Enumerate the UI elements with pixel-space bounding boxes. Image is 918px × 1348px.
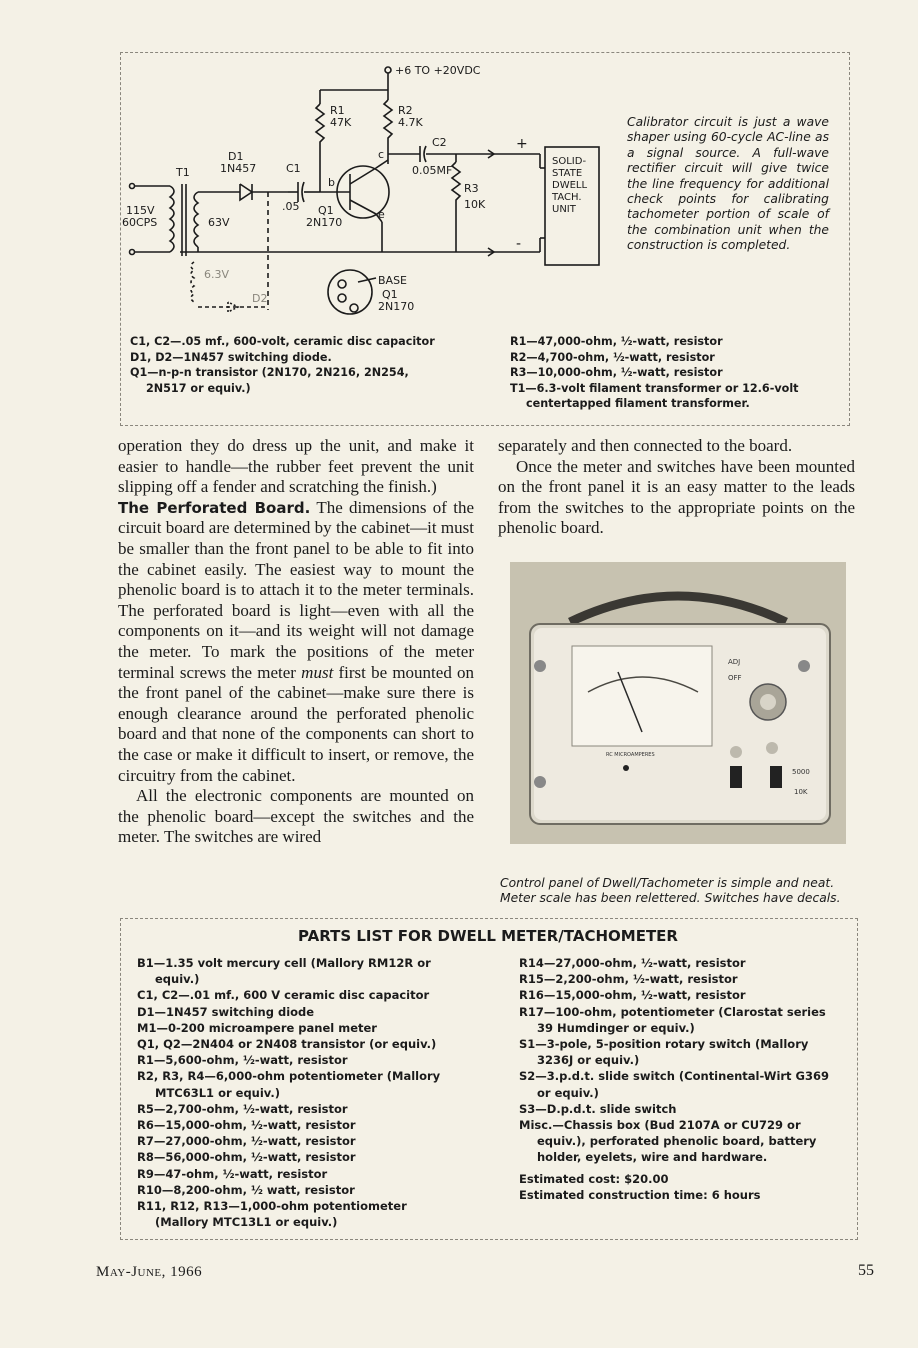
parts-item: R15—2,200-ohm, ½-watt, resistor (519, 972, 738, 987)
parts-list-right (519, 955, 841, 1203)
component-item: D1, D2—1N457 switching diode. (130, 350, 332, 364)
unit-line: DWELL (552, 180, 588, 191)
components-left (130, 334, 450, 396)
component-item: T1—6.3-volt filament transformer or 12.6-volt centertapped filament transformer. (510, 381, 799, 411)
paragraph: All the electronic components are mounted on the phenolic board—except the switches and the meter. The switches are wired (118, 786, 474, 847)
c1-label: C1 (286, 162, 301, 175)
component-item: R3—10,000-ohm, ½-watt, resistor (510, 366, 723, 380)
supply-label: +6 TO +20VDC (395, 64, 481, 77)
paragraph (118, 498, 474, 786)
q1-part: 2N170 (306, 216, 343, 229)
label-10k: 10K (794, 788, 808, 796)
off-label: OFF (728, 674, 742, 682)
emphasis: must (301, 662, 334, 682)
d1-label: D1 (228, 150, 244, 163)
paragraph: operation they do dress up the unit, and make it easier to handle—the rubber feet prevent the unit slipping off a fender and scratching the finish.) (118, 436, 474, 497)
r3-label: R3 (464, 182, 479, 195)
parts-item: R9—47-ohm, ½-watt, resistor (137, 1166, 328, 1181)
parts-item: D1—1N457 switching diode (137, 1004, 315, 1019)
c2-label: C2 (432, 136, 447, 149)
d2-label: D2 (252, 292, 268, 305)
parts-item: M1—0-200 microampere panel meter (137, 1020, 377, 1035)
t1-label: T1 (176, 166, 190, 179)
parts-item: R6—15,000-ohm, ½-watt, resistor (137, 1118, 356, 1133)
issue-date: May-June, 1966 (96, 1264, 203, 1280)
meter-photo (510, 562, 846, 844)
parts-item: B1—1.35 volt mercury cell (Mallory RM12R or equiv.) (137, 956, 431, 987)
pin-c: c (378, 148, 385, 161)
c2-value: 0.05MF (412, 164, 453, 177)
unit-line: STATE (552, 168, 583, 179)
base-q1: Q1 (382, 288, 398, 301)
d1-part: 1N457 (220, 162, 257, 175)
r2-label: R2 (398, 104, 413, 117)
q1-label: Q1 (318, 204, 334, 217)
parts-item: R1—5,600-ohm, ½-watt, resistor (137, 1053, 348, 1068)
schematic-caption: Calibrator circuit is just a wave shaper using 60-cycle AC-line as a signal source. A full-wave rectifier circuit will give twice the line frequency for additional check points for calibrating tachometer portion of scale of the combination unit when the construction is completed. (627, 115, 829, 253)
unit-line: UNIT (552, 204, 576, 215)
article-right-column (498, 436, 855, 539)
parts-item: R10—8,200-ohm, ½ watt, resistor (137, 1182, 355, 1197)
parts-item: R5—2,700-ohm, ½-watt, resistor (137, 1101, 348, 1116)
paragraph: Once the meter and switches have been mounted on the front panel it is an easy matter to the leads from the switches to the appropriate points on the phenolic board. (498, 456, 855, 538)
parts-item: R14—27,000-ohm, ½-watt, resistor (519, 956, 746, 970)
base-part: 2N170 (378, 300, 415, 313)
parts-list-left (137, 955, 459, 1230)
photo-caption: Control panel of Dwell/Tachometer is simple and neat. Meter scale has been relettered. Switches have decals. (500, 876, 841, 906)
secondary-voltage: 63V (208, 216, 230, 229)
base-label: BASE (378, 274, 408, 287)
article-left-column (118, 436, 474, 848)
components-right (510, 334, 835, 412)
pin-b: b (328, 176, 335, 189)
component-item: R2—4,700-ohm, ½-watt, resistor (510, 350, 715, 364)
r1-value: 47K (330, 116, 352, 129)
adj-label: ADJ (728, 658, 741, 666)
parts-item: R17—100-ohm, potentiometer (Clarostat series 39 Humdinger or equiv.) (519, 1004, 826, 1035)
mains-frequency: 60CPS (122, 216, 158, 229)
parts-item: R7—27,000-ohm, ½-watt, resistor (137, 1134, 356, 1149)
r1-label: R1 (330, 104, 345, 117)
parts-item: R16—15,000-ohm, ½-watt, resistor (519, 988, 746, 1003)
parts-item: R8—56,000-ohm, ½-watt, resistor (137, 1150, 356, 1165)
parts-item: S2—3.p.d.t. slide switch (Continental-Wirt G369 or equiv.) (519, 1069, 830, 1100)
pin-e: e (378, 208, 385, 221)
minus-terminal: - (516, 236, 522, 252)
r2-value: 4.7K (398, 116, 423, 129)
estimated-cost: Estimated cost: $20.00 (519, 1171, 669, 1186)
meter-brand-label: RC MICROAMPERES (606, 752, 655, 758)
paragraph-text: The dimensions of the circuit board are determined by the cabinet—it must be smaller than the front panel to be able to fit into the cabinet easily. The easiest way to mount the phenolic board is to attach it to the meter terminals. The perforated board is light—even with all the components on it—and its weight will not damage the meter. To mark the positions of the meter terminal screws the meter (118, 497, 475, 682)
parts-list-title: PARTS LIST FOR DWELL METER/TACHOMETER (298, 927, 678, 945)
unit-line: TACH. (552, 192, 582, 203)
parts-item: C1, C2—.01 mf., 600 V ceramic disc capacitor (137, 988, 430, 1003)
parts-item: S1—3-pole, 5-position rotary switch (Mallory 3236J or equiv.) (519, 1037, 809, 1068)
parts-item: Q1, Q2—2N404 or 2N408 transistor (or equiv.) (137, 1037, 437, 1052)
r3-value: 10K (464, 198, 486, 211)
component-item: R1—47,000-ohm, ½-watt, resistor (510, 335, 723, 348)
parts-item: R2, R3, R4—6,000-ohm potentiometer (Mallory MTC63L1 or equiv.) (137, 1069, 441, 1100)
section-heading: The Perforated Board. (118, 498, 311, 517)
unit-line: SOLID- (552, 156, 587, 167)
parts-item: S3—D.p.d.t. slide switch (519, 1101, 677, 1116)
label-5000: 5000 (792, 768, 810, 776)
secondary-voltage-alt: 6.3V (204, 268, 230, 281)
c1-value: .05 (282, 200, 300, 213)
parts-item: R11, R12, R13—1,000-ohm potentiometer (Mallory MTC13L1 or equiv.) (137, 1199, 407, 1230)
component-item: C1, C2—.05 mf., 600-volt, ceramic disc capacitor (130, 335, 435, 348)
mains-voltage: 115V (126, 204, 155, 217)
parts-item: Misc.—Chassis box (Bud 2107A or CU729 or equiv.), perforated phenolic board, battery holder, eyelets, wire and hardware. (519, 1118, 817, 1165)
paragraph: separately and then connected to the board. (498, 436, 793, 455)
page-number: 55 (858, 1262, 874, 1279)
component-item: Q1—n-p-n transistor (2N170, 2N216, 2N254, 2N517 or equiv.) (130, 366, 409, 395)
plus-terminal: + (516, 136, 528, 152)
paragraph-text: first be mounted on the front panel of the cabinet—make sure there is enough clearance around the perforated phenolic board and that none of the components can short to the case or make it difficult to insert, or remove, the circuitry from the cabinet. (118, 662, 475, 785)
estimated-time: Estimated construction time: 6 hours (519, 1187, 761, 1202)
